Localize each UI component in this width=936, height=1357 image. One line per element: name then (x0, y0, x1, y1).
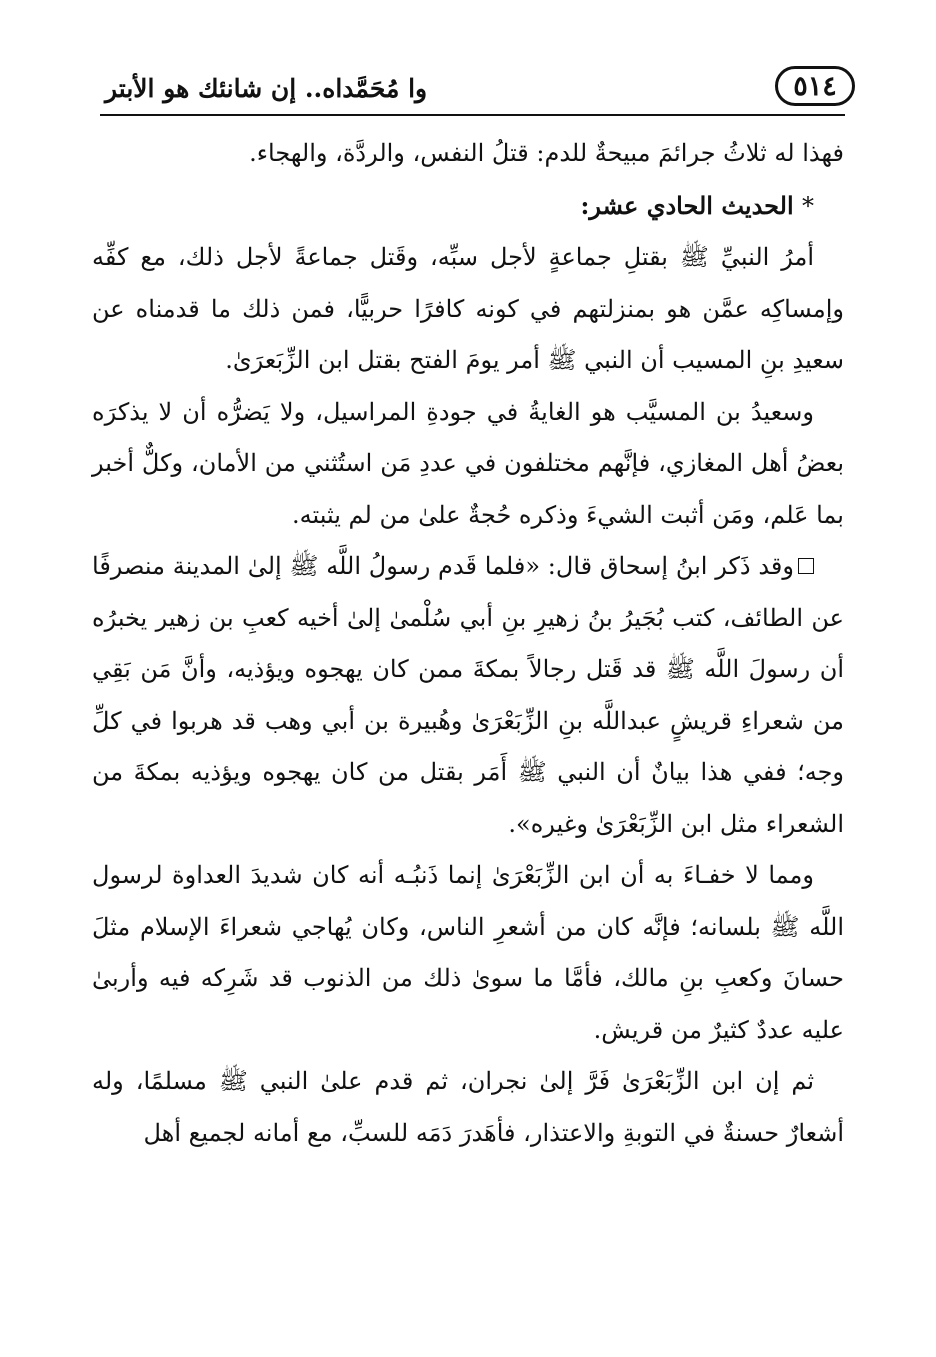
section-heading-text: الحديث الحادي عشر: (580, 190, 794, 220)
paragraph-2: أمرُ النبيِّ ﷺ بقتلِ جماعةٍ لأجل سبِّه، وقَتل جماعةً لأجل ذلك، مع كفِّه وإمساكِه عمَّن هو بمنزلتهم في كونه كافرًا حربيًّا، فمن ذلك ما قدمناه عن سعيدِ بنِ المسيب أن النبي ﷺ أمر يومَ الفتح بقتل ابن الزِّبَعرَىٰ. (92, 243, 844, 374)
page-number: ٥١٤ (775, 66, 855, 106)
paragraph-4 (92, 541, 844, 850)
paragraph-4-text: وقد ذَكر ابنُ إسحاق قال: «فلما قَدم رسولُ اللَّه ﷺ إلىٰ المدينة منصرفًا عن الطائف، كتب بُجَيرُ بنُ زهيرِ بنِ أبي سُلْمىٰ إلىٰ أخيه كعبِ بن زهير يخبرُه أن رسولَ اللَّه ﷺ قد قَتل رجالاً بمكةَ ممن كان يهجوه ويؤذيه، وأنَّ مَن بَقِي من شعراءِ قريشٍ عبداللَّه بنِ الزِّبَعْرَىٰ وهُبيرة بن أبي وهب قد هربوا في كلِّ وجه؛ ففي هذا بيانٌ أن النبي ﷺ أَمَر بقتل من كان يهجوه ويؤذيه بمكةَ من الشعراء مثل ابن الزِّبَعْرَىٰ وغيره». (92, 552, 844, 838)
section-heading (92, 180, 844, 233)
running-title: وا مُحَمَّداه.. إن شانئك هو الأبتر (105, 74, 428, 103)
paragraph-6: ثم إن ابن الزِّبَعْرَىٰ فَرَّ إلىٰ نجران، ثم قدم علىٰ النبي ﷺ مسلمًا، وله أشعارٌ حسنةٌ في التوبةِ والاعتذار، فأهَدرَ دَمَه للسبِّ، مع أمانه لجميع أهل (92, 1067, 844, 1147)
heading-star-icon: * (802, 191, 814, 220)
paragraph-3: وسعيدُ بن المسيَّب هو الغايةُ في جودةِ المراسيل، ولا يَضرُّه أن لا يذكرَه بعضُ أهل المغازي، فإنَّهم مختلفون في عددِ مَن استُثني من الأمان، وكلٌّ أخبر بما عَلم، ومَن أثبت الشيءَ وذكره حُجةٌ علىٰ من لم يثبته. (92, 397, 844, 529)
header-rule (100, 114, 845, 116)
page-header (95, 60, 855, 112)
paragraph-1: فهذا له ثلاثُ جرائمَ مبيحةٌ للدم: قتلُ النفس، والردَّة، والهجاء. (249, 139, 844, 167)
paragraph-5: ومما لا خفـاءَ به أن ابن الزِّبَعْرَىٰ إنما ذَنبُـه أنه كان شديدَ العداوة لرسول اللَّه ﷺ بلسانه؛ فإنَّه كان من أشعرِ الناس، وكان يُهاجي شعراءَ الإسلام مثلَ حسانَ وكعبِ بنِ مالك، فأمَّا ما سوىٰ ذلك من الذنوب قد شَرِكه فيه وأربىٰ عليه عددٌ كثيرٌ من قريش. (92, 861, 844, 1044)
body-text (92, 128, 844, 1159)
square-box-icon (798, 558, 814, 574)
